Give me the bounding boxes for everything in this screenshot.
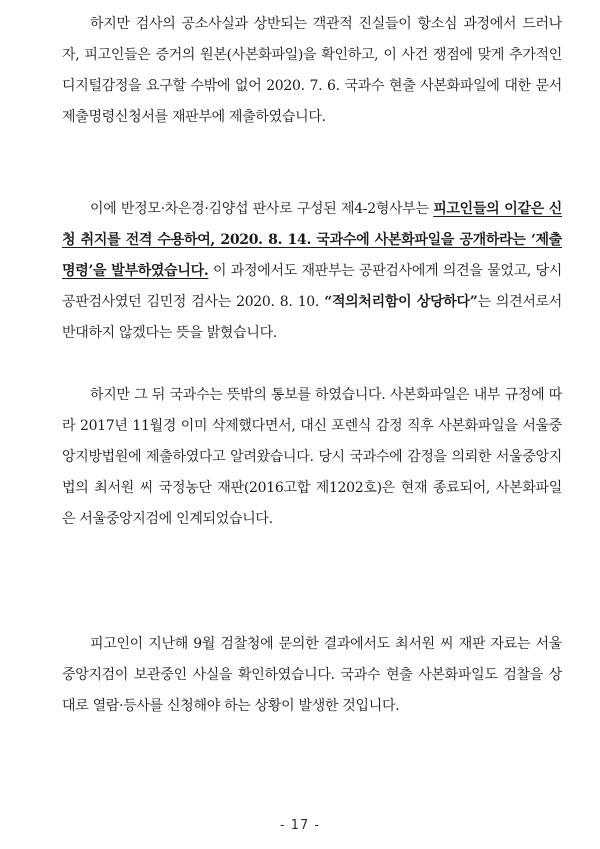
page-number: - 17 -: [279, 818, 321, 833]
paragraph-2-text-a: 이에 반정모·차은경·김양섭 판사로 구성된 제4-2형사부는: [90, 201, 434, 217]
paragraph-1: 하지만 검사의 공소사실과 상반되는 객관적 진실들이 항소심 과정에서 드러나자, 피고인들은 증거의 원본(사본화파일)을 확인하고, 이 사건 쟁점에 맞게 추가적인 디지털감정을 요구할 수밖에 없어 2020. 7. 6. 국과수 현출 사본화파일에 대한 문서제출명령신청서를 재판부에 제출하였습니다.: [62, 16, 562, 125]
paragraph-2-text-b: 이 과정에서도 재판부는 공판검사에게 의견을 물었고, 당시 공판검사였던 김민정 검사는 2020. 8. 10.: [62, 263, 563, 310]
paragraph-2-text-c: 는 의견서로서 반대하지 않겠다는 뜻을 밝혔습니다.: [62, 294, 562, 341]
paragraph-3: 하지만 그 뒤 국과수는 뜻밖의 통보를 하였습니다. 사본화파일은 내부 규정에 따라 2017년 11월경 이미 삭제했다면서, 대신 포렌식 감정 직후 사본화파일을 서울중앙지방법원에 제출하였다고 알려왔습니다. 당시 국과수에 감정을 의뢰한 서울중앙지법의 최서원 씨 국정농단 재판(2016고합 제1202호)은 현재 종료되어, 사본화파일은 서울중앙지검에 인계되었습니다.: [62, 387, 562, 527]
paragraph-4: 피고인이 지난해 9월 검찰청에 문의한 결과에서도 최서원 씨 재판 자료는 서울중앙지검이 보관중인 사실을 확인하였습니다. 국과수 현출 사본화파일도 검찰을 상대로 열람·등사를 신청해야 하는 상황이 발생한 것입니다.: [62, 636, 562, 714]
paragraph-2-underlined-text: 피고인들의 이같은 신청 취지를 전격 수용하여, 2020. 8. 14. 국과수에 사본화파일을 공개하라는 ‘제출명령’을 발부하였습니다.: [62, 201, 562, 279]
paragraph-2-quote: “적의처리함이 상당하다”: [324, 294, 478, 310]
paragraph-2: [62, 194, 562, 349]
